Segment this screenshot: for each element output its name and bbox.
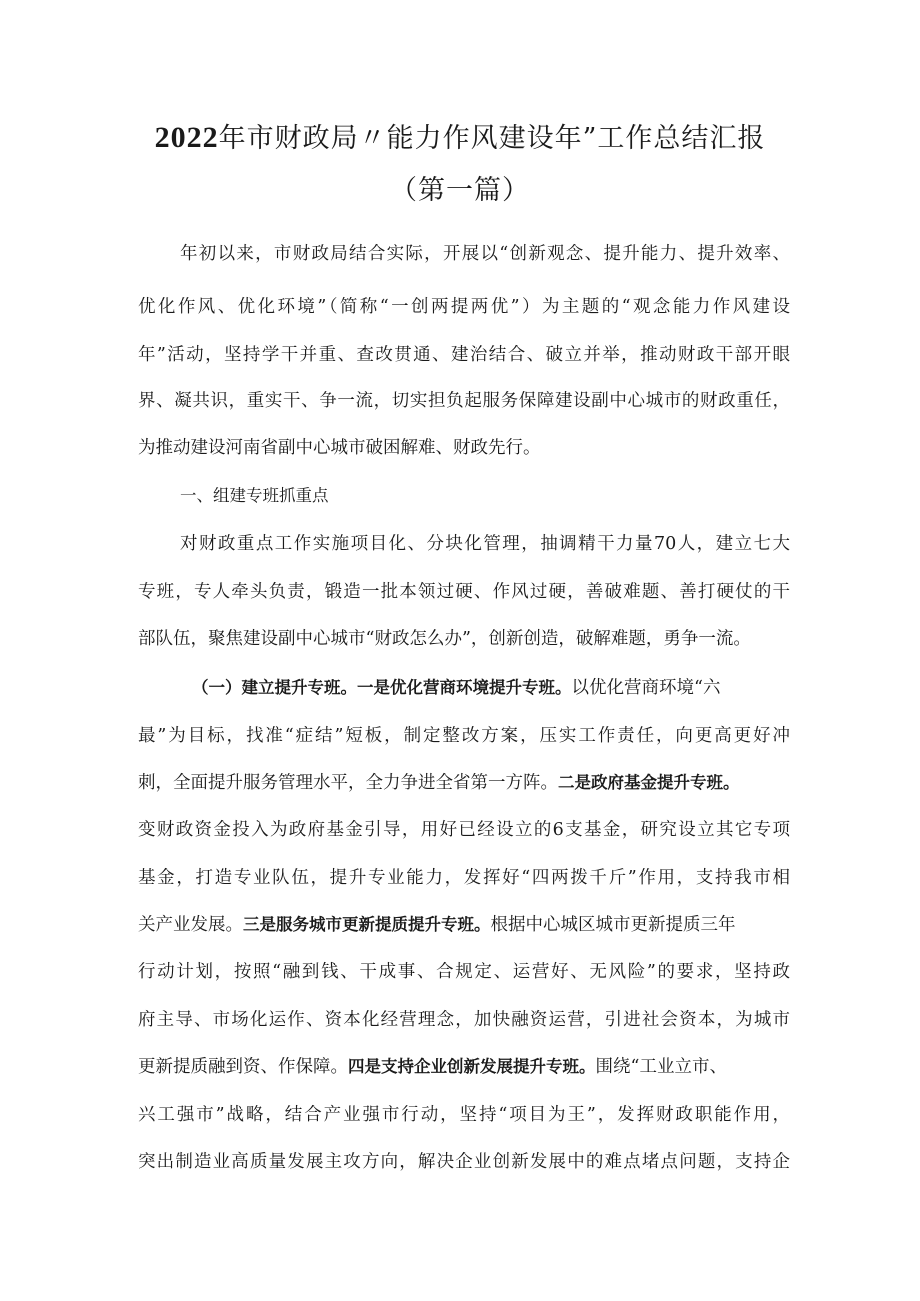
subsection-1-line-9 — [138, 1055, 790, 1079]
subsection-1-line-6-tail: 根据中心城区城市更新提质三年 — [490, 915, 736, 935]
subsection-1-line-3-text: 刺，全面提升服务管理水平，全力争进全省第一方阵。 — [138, 773, 558, 793]
subsection-1-item-2-heading: 二是政府基金提升专班。 — [558, 773, 740, 792]
section-1-line-3: 部队伍，聚焦建设副中心城市“财政怎么办”，创新创造，破解难题，勇争一流。 — [138, 629, 751, 649]
subsection-1-line-6 — [138, 913, 790, 937]
intro-line-3: 年”活动，坚持学干并重、查改贯通、建治结合、破立并举，推动财政干部开眼 — [138, 345, 790, 365]
document-subtitle: （第一篇） — [390, 175, 530, 206]
subsection-1-line-7: 行动计划，按照“融到钱、干成事、合规定、运营好、无风险”的要求，坚持政 — [138, 962, 790, 982]
section-1-line-1: 对财政重点工作实施项目化、分块化管理，抽调精干力量70人，建立七大 — [180, 534, 790, 554]
subsection-1-line-1-text: 以优化营商环境“六 — [571, 678, 721, 698]
subsection-1-line-10: 兴工强市”战略，结合产业强市行动，坚持“项目为王”，发挥财政职能作用， — [138, 1105, 790, 1125]
subsection-1-line-8: 府主导、市场化运作、资本化经营理念，加快融资运营，引进社会资本，为城市 — [138, 1010, 790, 1030]
subsection-1-line-1 — [192, 676, 790, 700]
section-1-heading: 一、组建专班抓重点 — [180, 486, 329, 505]
subsection-1-line-11: 突出制造业高质量发展主攻方向，解决企业创新发展中的难点堵点问题，支持企 — [138, 1152, 790, 1172]
subsection-1-heading: （一）建立提升专班。一是优化营商环境提升专班。 — [192, 678, 572, 697]
subsection-1-item-4-heading: 四是支持企业创新发展提升专班。 — [348, 1057, 596, 1076]
document-title — [0, 116, 920, 155]
subsection-1-line-6-text: 关产业发展。 — [138, 915, 243, 935]
title-year: 2022 — [154, 121, 219, 154]
subsection-1-line-3 — [138, 771, 790, 795]
subsection-1-item-3-heading: 三是服务城市更新提质提升专班。 — [243, 915, 491, 934]
subsection-1-line-4: 变财政资金投入为政府基金引导，用好已经设立的6支基金，研究设立其它专项 — [138, 820, 790, 840]
intro-line-1: 年初以来，市财政局结合实际，开展以“创新观念、提升能力、提升效率、 — [180, 244, 790, 264]
subsection-1-line-5: 基金，打造专业队伍，提升专业能力，发挥好“四两拨千斤”作用，支持我市相 — [138, 868, 790, 888]
intro-line-5: 为推动建设河南省副中心城市破困解难、财政先行。 — [138, 438, 541, 458]
subsection-1-line-9-tail: 围绕“工业立市、 — [595, 1057, 727, 1077]
subsection-1-line-2: 最”为目标，找准“症结”短板，制定整改方案，压实工作责任，向更高更好冲 — [138, 726, 790, 746]
title-text: 年市财政局〃能力作风建设年”工作总结汇报 — [218, 123, 766, 154]
intro-line-4: 界、凝共识，重实干、争一流，切实担负起服务保障建设副中心城市的财政重任， — [138, 391, 790, 411]
intro-line-2: 优化作风、优化环境”（简称“一创两提两优”）为主题的“观念能力作风建设 — [138, 297, 790, 317]
section-1-line-2: 专班，专人牵头负责，锻造一批本领过硬、作风过硬，善破难题、善打硬仗的干 — [138, 582, 790, 602]
subsection-1-line-9-text: 更新提质融到资、作保障。 — [138, 1057, 348, 1077]
